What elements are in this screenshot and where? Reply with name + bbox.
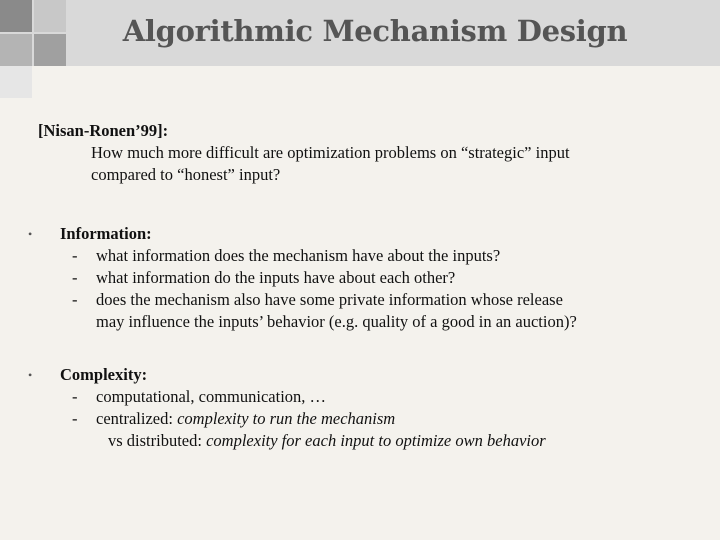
reference-line-1: How much more difficult are optimization problems on “strategic” input: [91, 143, 570, 162]
list-item-continuation: may influence the inputs’ behavior (e.g. quality of a good in an auction)?: [96, 312, 577, 331]
dash-marker: -: [72, 290, 78, 309]
list-item-text: what information does the mechanism have about the inputs?: [96, 246, 501, 265]
decorative-square: [0, 66, 32, 98]
list-item: [38, 245, 698, 267]
reference-block: [38, 120, 698, 186]
citation: [Nisan-Ronen’99]:: [38, 121, 169, 140]
dash-marker: -: [72, 246, 78, 265]
section-heading: Information:: [60, 224, 152, 243]
list-item: [38, 386, 698, 408]
list-item: [38, 267, 698, 289]
list-item-text: computational, communication, …: [96, 387, 327, 406]
dash-marker: -: [72, 268, 78, 287]
list-item-italic: complexity to run the mechanism: [177, 409, 396, 428]
section-heading-row: [28, 364, 698, 386]
section-heading-row: [28, 223, 698, 245]
complexity-section: [28, 364, 698, 452]
bullet-icon: •: [28, 227, 33, 241]
slide-content: [28, 120, 698, 452]
section-heading: Complexity:: [60, 365, 148, 384]
dash-marker: -: [72, 387, 78, 406]
list-item-continuation: [38, 430, 698, 452]
slide-title: Algorithmic Mechanism Design: [122, 14, 628, 48]
list-item-text: does the mechanism also have some private information whose release: [96, 290, 563, 309]
dash-marker: -: [72, 409, 78, 428]
reference-line-2: compared to “honest” input?: [91, 165, 281, 184]
information-section: [28, 223, 698, 333]
list-item-italic: complexity for each input to optimize own behavior: [206, 431, 546, 450]
list-item-text: what information do the inputs have about each other?: [96, 268, 456, 287]
list-item: [38, 289, 698, 311]
list-item-prefix: centralized:: [96, 409, 178, 428]
list-item: [38, 408, 698, 430]
list-item-prefix: vs distributed:: [108, 431, 207, 450]
bullet-icon: •: [28, 368, 33, 382]
